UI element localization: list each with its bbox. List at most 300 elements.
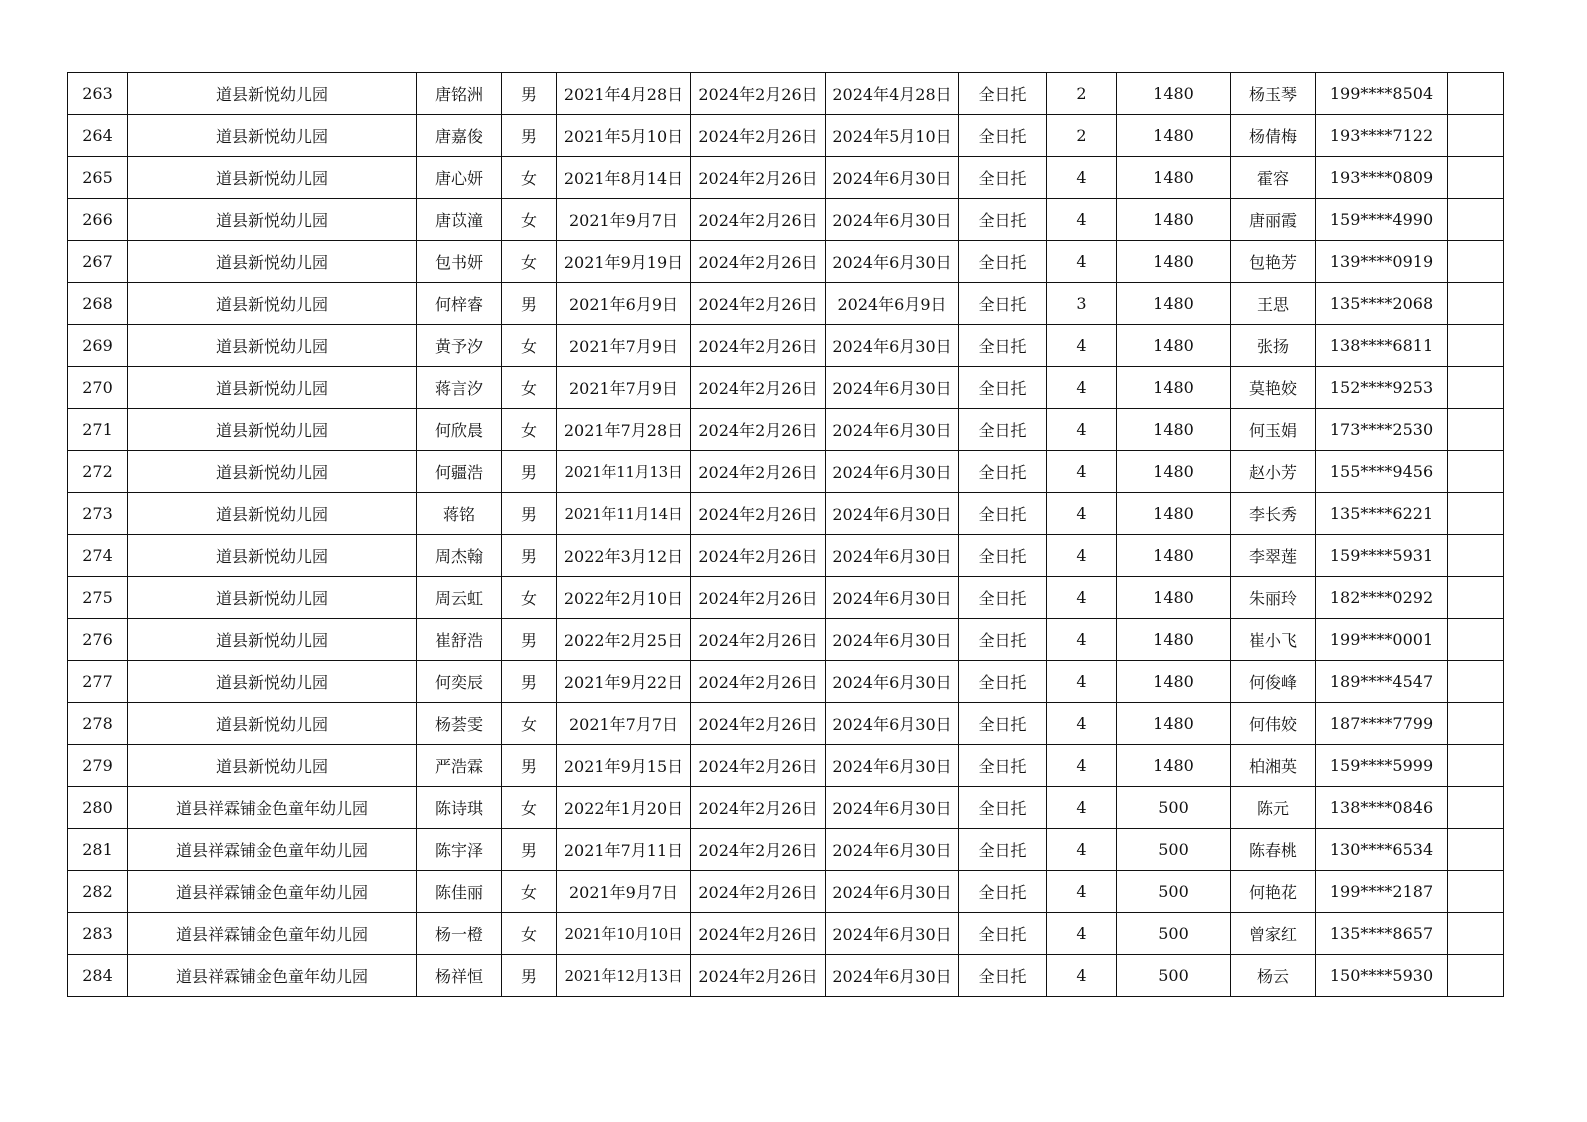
remarks-cell [1448,73,1504,115]
phone-cell: 193****0809 [1316,157,1448,199]
amount-cell: 1480 [1117,115,1231,157]
gender-cell: 女 [502,577,557,619]
guardian-name-cell: 朱丽玲 [1231,577,1316,619]
phone-cell: 135****2068 [1316,283,1448,325]
guardian-name-cell: 李翠莲 [1231,535,1316,577]
end-date-cell: 2024年6月30日 [826,199,959,241]
gender-cell: 男 [502,115,557,157]
guardian-name-cell: 何艳花 [1231,871,1316,913]
remarks-cell [1448,787,1504,829]
row-number-cell: 279 [68,745,128,787]
months-cell: 4 [1047,871,1117,913]
gender-cell: 男 [502,283,557,325]
birth-date-cell: 2021年7月9日 [557,325,691,367]
amount-cell: 1480 [1117,73,1231,115]
row-number-cell: 270 [68,367,128,409]
child-name-cell: 陈宇泽 [417,829,502,871]
table-row [68,325,1504,367]
gender-cell: 女 [502,913,557,955]
birth-date-cell: 2021年9月7日 [557,871,691,913]
gender-cell: 男 [502,619,557,661]
phone-cell: 135****6221 [1316,493,1448,535]
amount-cell: 1480 [1117,745,1231,787]
care-type-cell: 全日托 [959,283,1047,325]
end-date-cell: 2024年4月28日 [826,73,959,115]
end-date-cell: 2024年6月9日 [826,283,959,325]
amount-cell: 1480 [1117,661,1231,703]
remarks-cell [1448,199,1504,241]
amount-cell: 1480 [1117,283,1231,325]
kindergarten-cell: 道县新悦幼儿园 [128,577,417,619]
start-date-cell: 2024年2月26日 [691,535,826,577]
months-cell: 4 [1047,577,1117,619]
birth-date-cell: 2021年12月13日 [557,955,691,997]
guardian-name-cell: 崔小飞 [1231,619,1316,661]
phone-cell: 159****5999 [1316,745,1448,787]
birth-date-cell: 2021年11月13日 [557,451,691,493]
phone-cell: 130****6534 [1316,829,1448,871]
kindergarten-cell: 道县祥霖铺金色童年幼儿园 [128,955,417,997]
gender-cell: 男 [502,661,557,703]
end-date-cell: 2024年6月30日 [826,157,959,199]
months-cell: 4 [1047,619,1117,661]
table-row [68,703,1504,745]
table-row [68,493,1504,535]
amount-cell: 1480 [1117,367,1231,409]
start-date-cell: 2024年2月26日 [691,787,826,829]
row-number-cell: 284 [68,955,128,997]
guardian-name-cell: 唐丽霞 [1231,199,1316,241]
end-date-cell: 2024年6月30日 [826,787,959,829]
child-name-cell: 唐铭洲 [417,73,502,115]
kindergarten-cell: 道县新悦幼儿园 [128,367,417,409]
start-date-cell: 2024年2月26日 [691,241,826,283]
birth-date-cell: 2022年3月12日 [557,535,691,577]
amount-cell: 500 [1117,787,1231,829]
care-type-cell: 全日托 [959,955,1047,997]
care-type-cell: 全日托 [959,535,1047,577]
birth-date-cell: 2021年8月14日 [557,157,691,199]
child-name-cell: 包书妍 [417,241,502,283]
months-cell: 4 [1047,367,1117,409]
care-type-cell: 全日托 [959,241,1047,283]
start-date-cell: 2024年2月26日 [691,829,826,871]
kindergarten-cell: 道县新悦幼儿园 [128,283,417,325]
start-date-cell: 2024年2月26日 [691,871,826,913]
end-date-cell: 2024年6月30日 [826,619,959,661]
end-date-cell: 2024年6月30日 [826,745,959,787]
amount-cell: 500 [1117,871,1231,913]
amount-cell: 500 [1117,913,1231,955]
end-date-cell: 2024年6月30日 [826,493,959,535]
start-date-cell: 2024年2月26日 [691,115,826,157]
amount-cell: 1480 [1117,577,1231,619]
care-type-cell: 全日托 [959,157,1047,199]
table-row [68,577,1504,619]
remarks-cell [1448,955,1504,997]
months-cell: 3 [1047,283,1117,325]
remarks-cell [1448,157,1504,199]
child-name-cell: 何疆浩 [417,451,502,493]
phone-cell: 152****9253 [1316,367,1448,409]
amount-cell: 500 [1117,829,1231,871]
start-date-cell: 2024年2月26日 [691,703,826,745]
kindergarten-cell: 道县新悦幼儿园 [128,199,417,241]
child-name-cell: 陈诗琪 [417,787,502,829]
end-date-cell: 2024年6月30日 [826,913,959,955]
guardian-name-cell: 张扬 [1231,325,1316,367]
guardian-name-cell: 杨云 [1231,955,1316,997]
table-row [68,73,1504,115]
phone-cell: 199****0001 [1316,619,1448,661]
kindergarten-cell: 道县新悦幼儿园 [128,157,417,199]
row-number-cell: 273 [68,493,128,535]
table-row [68,745,1504,787]
row-number-cell: 267 [68,241,128,283]
table-row [68,787,1504,829]
months-cell: 4 [1047,199,1117,241]
kindergarten-cell: 道县新悦幼儿园 [128,493,417,535]
gender-cell: 女 [502,787,557,829]
end-date-cell: 2024年6月30日 [826,829,959,871]
child-name-cell: 唐心妍 [417,157,502,199]
guardian-name-cell: 曾家红 [1231,913,1316,955]
gender-cell: 女 [502,241,557,283]
child-name-cell: 杨一橙 [417,913,502,955]
table-row [68,661,1504,703]
guardian-name-cell: 陈元 [1231,787,1316,829]
guardian-name-cell: 何俊峰 [1231,661,1316,703]
child-name-cell: 严浩霖 [417,745,502,787]
care-type-cell: 全日托 [959,451,1047,493]
remarks-cell [1448,409,1504,451]
care-type-cell: 全日托 [959,199,1047,241]
guardian-name-cell: 何玉娟 [1231,409,1316,451]
table-row [68,241,1504,283]
months-cell: 4 [1047,493,1117,535]
kindergarten-cell: 道县新悦幼儿园 [128,535,417,577]
row-number-cell: 263 [68,73,128,115]
row-number-cell: 272 [68,451,128,493]
care-type-cell: 全日托 [959,619,1047,661]
guardian-name-cell: 赵小芳 [1231,451,1316,493]
guardian-name-cell: 杨玉琴 [1231,73,1316,115]
row-number-cell: 271 [68,409,128,451]
guardian-name-cell: 柏湘英 [1231,745,1316,787]
table-row [68,283,1504,325]
kindergarten-cell: 道县新悦幼儿园 [128,325,417,367]
months-cell: 4 [1047,535,1117,577]
months-cell: 4 [1047,661,1117,703]
start-date-cell: 2024年2月26日 [691,451,826,493]
remarks-cell [1448,871,1504,913]
gender-cell: 女 [502,325,557,367]
end-date-cell: 2024年6月30日 [826,577,959,619]
months-cell: 4 [1047,745,1117,787]
kindergarten-cell: 道县新悦幼儿园 [128,73,417,115]
start-date-cell: 2024年2月26日 [691,619,826,661]
care-type-cell: 全日托 [959,577,1047,619]
phone-cell: 138****0846 [1316,787,1448,829]
gender-cell: 女 [502,409,557,451]
start-date-cell: 2024年2月26日 [691,199,826,241]
remarks-cell [1448,241,1504,283]
amount-cell: 1480 [1117,409,1231,451]
care-type-cell: 全日托 [959,871,1047,913]
kindergarten-cell: 道县祥霖铺金色童年幼儿园 [128,787,417,829]
kindergarten-cell: 道县新悦幼儿园 [128,241,417,283]
months-cell: 4 [1047,829,1117,871]
start-date-cell: 2024年2月26日 [691,955,826,997]
months-cell: 4 [1047,241,1117,283]
row-number-cell: 274 [68,535,128,577]
records-table [67,72,1504,997]
end-date-cell: 2024年6月30日 [826,367,959,409]
kindergarten-cell: 道县祥霖铺金色童年幼儿园 [128,829,417,871]
birth-date-cell: 2021年9月7日 [557,199,691,241]
row-number-cell: 280 [68,787,128,829]
start-date-cell: 2024年2月26日 [691,73,826,115]
row-number-cell: 265 [68,157,128,199]
months-cell: 4 [1047,451,1117,493]
row-number-cell: 282 [68,871,128,913]
months-cell: 4 [1047,787,1117,829]
end-date-cell: 2024年6月30日 [826,955,959,997]
months-cell: 4 [1047,409,1117,451]
birth-date-cell: 2021年5月10日 [557,115,691,157]
kindergarten-cell: 道县新悦幼儿园 [128,619,417,661]
end-date-cell: 2024年6月30日 [826,703,959,745]
remarks-cell [1448,661,1504,703]
kindergarten-cell: 道县新悦幼儿园 [128,661,417,703]
start-date-cell: 2024年2月26日 [691,913,826,955]
care-type-cell: 全日托 [959,745,1047,787]
guardian-name-cell: 包艳芳 [1231,241,1316,283]
birth-date-cell: 2021年7月11日 [557,829,691,871]
amount-cell: 1480 [1117,493,1231,535]
end-date-cell: 2024年6月30日 [826,451,959,493]
phone-cell: 199****8504 [1316,73,1448,115]
row-number-cell: 281 [68,829,128,871]
care-type-cell: 全日托 [959,115,1047,157]
gender-cell: 女 [502,871,557,913]
row-number-cell: 269 [68,325,128,367]
start-date-cell: 2024年2月26日 [691,493,826,535]
child-name-cell: 何梓睿 [417,283,502,325]
row-number-cell: 283 [68,913,128,955]
end-date-cell: 2024年6月30日 [826,535,959,577]
child-name-cell: 周云虹 [417,577,502,619]
child-name-cell: 唐嘉俊 [417,115,502,157]
end-date-cell: 2024年6月30日 [826,325,959,367]
table-row [68,955,1504,997]
row-number-cell: 264 [68,115,128,157]
care-type-cell: 全日托 [959,787,1047,829]
care-type-cell: 全日托 [959,367,1047,409]
phone-cell: 189****4547 [1316,661,1448,703]
kindergarten-cell: 道县新悦幼儿园 [128,745,417,787]
phone-cell: 199****2187 [1316,871,1448,913]
child-name-cell: 蒋言汐 [417,367,502,409]
amount-cell: 1480 [1117,241,1231,283]
table-row [68,871,1504,913]
phone-cell: 159****5931 [1316,535,1448,577]
remarks-cell [1448,115,1504,157]
phone-cell: 139****0919 [1316,241,1448,283]
birth-date-cell: 2022年2月10日 [557,577,691,619]
remarks-cell [1448,619,1504,661]
care-type-cell: 全日托 [959,913,1047,955]
phone-cell: 173****2530 [1316,409,1448,451]
start-date-cell: 2024年2月26日 [691,367,826,409]
months-cell: 4 [1047,913,1117,955]
start-date-cell: 2024年2月26日 [691,283,826,325]
remarks-cell [1448,493,1504,535]
care-type-cell: 全日托 [959,325,1047,367]
end-date-cell: 2024年6月30日 [826,871,959,913]
remarks-cell [1448,913,1504,955]
guardian-name-cell: 何伟姣 [1231,703,1316,745]
birth-date-cell: 2021年9月15日 [557,745,691,787]
amount-cell: 1480 [1117,703,1231,745]
start-date-cell: 2024年2月26日 [691,661,826,703]
start-date-cell: 2024年2月26日 [691,745,826,787]
birth-date-cell: 2021年9月19日 [557,241,691,283]
gender-cell: 男 [502,73,557,115]
row-number-cell: 276 [68,619,128,661]
months-cell: 4 [1047,703,1117,745]
gender-cell: 女 [502,703,557,745]
table-row [68,157,1504,199]
kindergarten-cell: 道县祥霖铺金色童年幼儿园 [128,913,417,955]
remarks-cell [1448,367,1504,409]
kindergarten-cell: 道县新悦幼儿园 [128,115,417,157]
birth-date-cell: 2021年4月28日 [557,73,691,115]
child-name-cell: 黄予汐 [417,325,502,367]
table-row [68,367,1504,409]
child-name-cell: 何欣晨 [417,409,502,451]
care-type-cell: 全日托 [959,493,1047,535]
phone-cell: 135****8657 [1316,913,1448,955]
row-number-cell: 268 [68,283,128,325]
guardian-name-cell: 陈春桃 [1231,829,1316,871]
gender-cell: 男 [502,745,557,787]
remarks-cell [1448,577,1504,619]
table-row [68,451,1504,493]
kindergarten-cell: 道县新悦幼儿园 [128,451,417,493]
care-type-cell: 全日托 [959,829,1047,871]
phone-cell: 187****7799 [1316,703,1448,745]
amount-cell: 1480 [1117,157,1231,199]
months-cell: 4 [1047,325,1117,367]
remarks-cell [1448,283,1504,325]
kindergarten-cell: 道县新悦幼儿园 [128,703,417,745]
amount-cell: 1480 [1117,199,1231,241]
gender-cell: 女 [502,367,557,409]
birth-date-cell: 2021年11月14日 [557,493,691,535]
birth-date-cell: 2021年10月10日 [557,913,691,955]
phone-cell: 193****7122 [1316,115,1448,157]
child-name-cell: 陈佳丽 [417,871,502,913]
months-cell: 4 [1047,955,1117,997]
table-row [68,619,1504,661]
table-row [68,199,1504,241]
start-date-cell: 2024年2月26日 [691,157,826,199]
care-type-cell: 全日托 [959,409,1047,451]
gender-cell: 女 [502,157,557,199]
phone-cell: 182****0292 [1316,577,1448,619]
amount-cell: 500 [1117,955,1231,997]
gender-cell: 男 [502,493,557,535]
months-cell: 4 [1047,157,1117,199]
birth-date-cell: 2021年7月28日 [557,409,691,451]
remarks-cell [1448,535,1504,577]
end-date-cell: 2024年6月30日 [826,409,959,451]
table-row [68,535,1504,577]
guardian-name-cell: 李长秀 [1231,493,1316,535]
child-name-cell: 何奕辰 [417,661,502,703]
child-name-cell: 杨祥恒 [417,955,502,997]
gender-cell: 男 [502,829,557,871]
start-date-cell: 2024年2月26日 [691,577,826,619]
kindergarten-cell: 道县祥霖铺金色童年幼儿园 [128,871,417,913]
row-number-cell: 277 [68,661,128,703]
birth-date-cell: 2021年7月9日 [557,367,691,409]
guardian-name-cell: 杨倩梅 [1231,115,1316,157]
gender-cell: 女 [502,199,557,241]
care-type-cell: 全日托 [959,661,1047,703]
start-date-cell: 2024年2月26日 [691,325,826,367]
birth-date-cell: 2021年9月22日 [557,661,691,703]
end-date-cell: 2024年6月30日 [826,241,959,283]
birth-date-cell: 2021年6月9日 [557,283,691,325]
child-name-cell: 蒋铭 [417,493,502,535]
birth-date-cell: 2022年2月25日 [557,619,691,661]
gender-cell: 男 [502,451,557,493]
kindergarten-cell: 道县新悦幼儿园 [128,409,417,451]
remarks-cell [1448,325,1504,367]
child-name-cell: 崔舒浩 [417,619,502,661]
amount-cell: 1480 [1117,535,1231,577]
guardian-name-cell: 霍容 [1231,157,1316,199]
row-number-cell: 266 [68,199,128,241]
end-date-cell: 2024年6月30日 [826,661,959,703]
gender-cell: 男 [502,535,557,577]
care-type-cell: 全日托 [959,703,1047,745]
row-number-cell: 275 [68,577,128,619]
guardian-name-cell: 王思 [1231,283,1316,325]
birth-date-cell: 2021年7月7日 [557,703,691,745]
remarks-cell [1448,451,1504,493]
amount-cell: 1480 [1117,325,1231,367]
phone-cell: 138****6811 [1316,325,1448,367]
table-body [68,73,1504,997]
phone-cell: 150****5930 [1316,955,1448,997]
birth-date-cell: 2022年1月20日 [557,787,691,829]
phone-cell: 155****9456 [1316,451,1448,493]
remarks-cell [1448,745,1504,787]
remarks-cell [1448,703,1504,745]
start-date-cell: 2024年2月26日 [691,409,826,451]
guardian-name-cell: 莫艳姣 [1231,367,1316,409]
child-name-cell: 周杰翰 [417,535,502,577]
gender-cell: 男 [502,955,557,997]
table-row [68,409,1504,451]
care-type-cell: 全日托 [959,73,1047,115]
amount-cell: 1480 [1117,451,1231,493]
table-row [68,829,1504,871]
table-row [68,913,1504,955]
